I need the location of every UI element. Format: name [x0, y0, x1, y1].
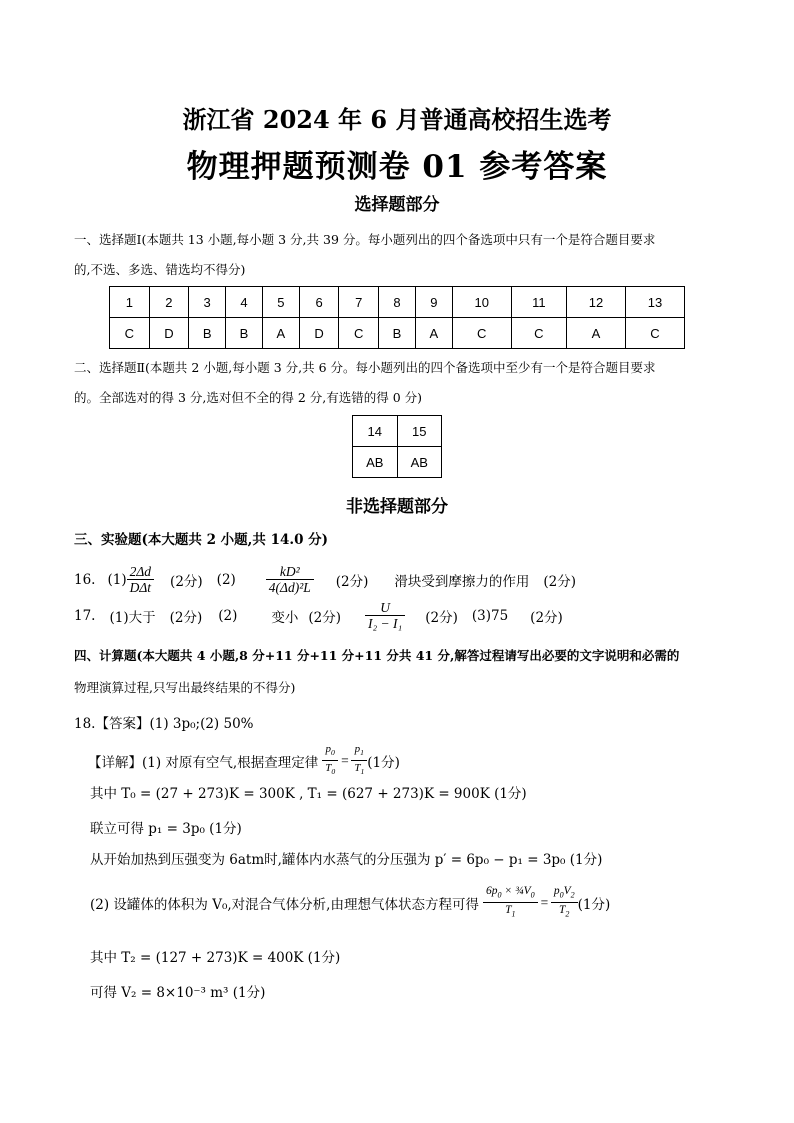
q17-score-3: (2分) — [425, 609, 458, 626]
fraction-numerator: $6p_0$ × $\frac{3}{4}V_0$ — [483, 884, 538, 903]
q18-detail-line5 — [90, 884, 610, 922]
q16-score-2: (2分) — [335, 573, 369, 590]
q17-number: 17. — [74, 607, 96, 624]
q17-score-1: (2分) — [169, 609, 203, 626]
fraction-numerator: kD² — [266, 564, 314, 580]
answer-cell: C — [452, 318, 511, 349]
fraction-denominator: $T_0$ — [325, 762, 336, 777]
question-number-cell: 4 — [226, 287, 263, 318]
table-row — [353, 416, 442, 447]
answer-cell: B — [226, 318, 263, 349]
answer-cell: C — [339, 318, 379, 349]
q16-part2-label: (2) — [216, 571, 236, 588]
exam-title-line2: 物理押题预测卷 01 参考答案 — [186, 149, 608, 185]
answer-cell: C — [511, 318, 566, 349]
fraction-denominator: $T_1$ — [505, 904, 516, 919]
answer-cell: C — [110, 318, 150, 349]
answer-cell: A — [566, 318, 625, 349]
q18-detail-line6: 其中 T₂ = (127 + 273)K = 400K (1分) — [90, 950, 341, 966]
q18-detail-line4: 从开始加热到压强变为 6atm时,罐体内水蒸气的分压强为 p′ = 6p₀ − p₁ = 3p₀ (1分) — [90, 852, 603, 868]
question-number-cell: 12 — [566, 287, 625, 318]
fraction-numerator: $p_0$ — [322, 742, 338, 761]
q16-number: 16. — [74, 571, 96, 588]
part1-intro-line1: 一、选择题Ⅰ(本题共 13 小题,每小题 3 分,共 39 分。每小题列出的四个备选项中只有一个是符合题目要求 — [74, 232, 656, 247]
q17-part2-label: (2) — [218, 607, 238, 624]
q16-fraction-2 — [266, 564, 314, 595]
question-number-cell: 11 — [511, 287, 566, 318]
fraction-numerator: $p_0V_2$ — [551, 884, 578, 903]
question-number-cell: 8 — [379, 287, 416, 318]
question-number-cell: 7 — [339, 287, 379, 318]
question-number-cell: 13 — [625, 287, 684, 318]
q17-part3: (3)75 — [471, 607, 509, 624]
q17-answer-text: 变小 — [271, 609, 299, 626]
q16-answer-line — [74, 564, 576, 595]
q17-fraction — [365, 600, 405, 631]
part2-intro-line1: 二、选择题Ⅱ(本题共 2 小题,每小题 3 分,共 6 分。每小题列出的四个备选项中至少有一个是符合题目要求 — [74, 360, 656, 375]
answer-cell: AB — [353, 447, 398, 478]
question-number-cell: 15 — [397, 416, 442, 447]
part4-intro-line1: 四、计算题(本大题共 4 小题,8 分+11 分+11 分+11 分共 41 分,解答过程请写出必要的文字说明和必需的 — [74, 648, 680, 663]
part4-intro-line2: 物理演算过程,只写出最终结果的不得分) — [74, 680, 296, 695]
question-number-cell: 5 — [262, 287, 299, 318]
q18-detail-line1 — [88, 742, 400, 779]
fraction-denominator: DΔt — [129, 580, 152, 595]
answer-cell: D — [149, 318, 189, 349]
answer-cell: C — [625, 318, 684, 349]
q16-part1-label: (1) — [107, 571, 127, 588]
part3-title: 三、实验题(本大题共 2 小题,共 14.0 分) — [74, 532, 329, 548]
fraction-denominator: $T_2$ — [559, 904, 570, 919]
gas-state-fraction-right — [551, 884, 578, 922]
answer-cell: B — [189, 318, 226, 349]
fraction-denominator: 4(Δd)²L — [268, 580, 311, 595]
q16-score-1: (2分) — [170, 573, 203, 590]
q18-detail-score: (1分) — [367, 754, 400, 771]
charles-law-fraction-left — [322, 742, 338, 779]
q18-detail-label: 【详解】(1) 对原有空气,根据查理定律 — [88, 754, 319, 771]
charles-law-fraction-right — [351, 742, 367, 779]
q17-score-4: (2分) — [530, 609, 563, 626]
question-number-cell: 2 — [149, 287, 189, 318]
answer-cell: A — [262, 318, 299, 349]
fraction-denominator: I₂ − I₁ — [367, 616, 403, 631]
q18-part2-text: (2) 设罐体的体积为 V₀,对混合气体分析,由理想气体状态方程可得 — [90, 896, 479, 913]
fraction-numerator: U — [365, 600, 405, 616]
question-number-cell: 1 — [110, 287, 150, 318]
part2-intro-line2: 的。全部选对的得 3 分,选对但不全的得 2 分,有选错的得 0 分) — [74, 390, 423, 405]
question-number-cell: 9 — [415, 287, 452, 318]
equals-sign: = — [539, 894, 549, 910]
q18-detail-line2: 其中 T₀ = (27 + 273)K = 300K , T₁ = (627 + 273)K = 900K (1分) — [90, 786, 527, 802]
question-number-cell: 3 — [189, 287, 226, 318]
q16-fraction-1 — [127, 564, 154, 595]
question-number-cell: 14 — [353, 416, 398, 447]
fraction-denominator: $T_1$ — [354, 762, 365, 777]
fraction-numerator: $p_1$ — [351, 742, 367, 761]
equals-sign: = — [340, 752, 350, 768]
answer-cell: B — [379, 318, 416, 349]
section-nonchoice-heading: 非选择题部分 — [346, 497, 448, 517]
q18-detail-line7: 可得 V₂ = 8×10⁻³ m³ (1分) — [90, 985, 266, 1001]
exam-title-line1: 浙江省 2024 年 6 月普通高校招生选考 — [182, 105, 612, 134]
q18-detail-line3: 联立可得 p₁ = 3p₀ (1分) — [90, 821, 242, 837]
answer-cell: AB — [397, 447, 442, 478]
q18-answer: 18.【答案】(1) 3p₀;(2) 50% — [74, 716, 254, 732]
table-row — [110, 287, 685, 318]
q18-part2-score: (1分) — [577, 896, 611, 913]
part2-answer-table — [352, 415, 442, 478]
answer-cell: D — [299, 318, 339, 349]
section-choice-heading: 选择题部分 — [354, 195, 440, 215]
q16-score-3: (2分) — [543, 573, 577, 590]
table-row — [110, 318, 685, 349]
q16-answer-text: 滑块受到摩擦力的作用 — [394, 573, 530, 590]
question-number-cell: 6 — [299, 287, 339, 318]
q17-answer-line — [74, 600, 563, 631]
gas-state-fraction-left — [483, 884, 538, 922]
fraction-numerator: 2Δd — [127, 564, 154, 580]
question-number-cell: 10 — [452, 287, 511, 318]
table-row — [353, 447, 442, 478]
q17-part1: (1)大于 — [109, 609, 156, 626]
answer-cell: A — [415, 318, 452, 349]
q17-score-2: (2分) — [308, 609, 341, 626]
part1-intro-line2: 的,不选、多选、错选均不得分) — [74, 262, 246, 277]
part1-answer-table — [109, 286, 685, 349]
